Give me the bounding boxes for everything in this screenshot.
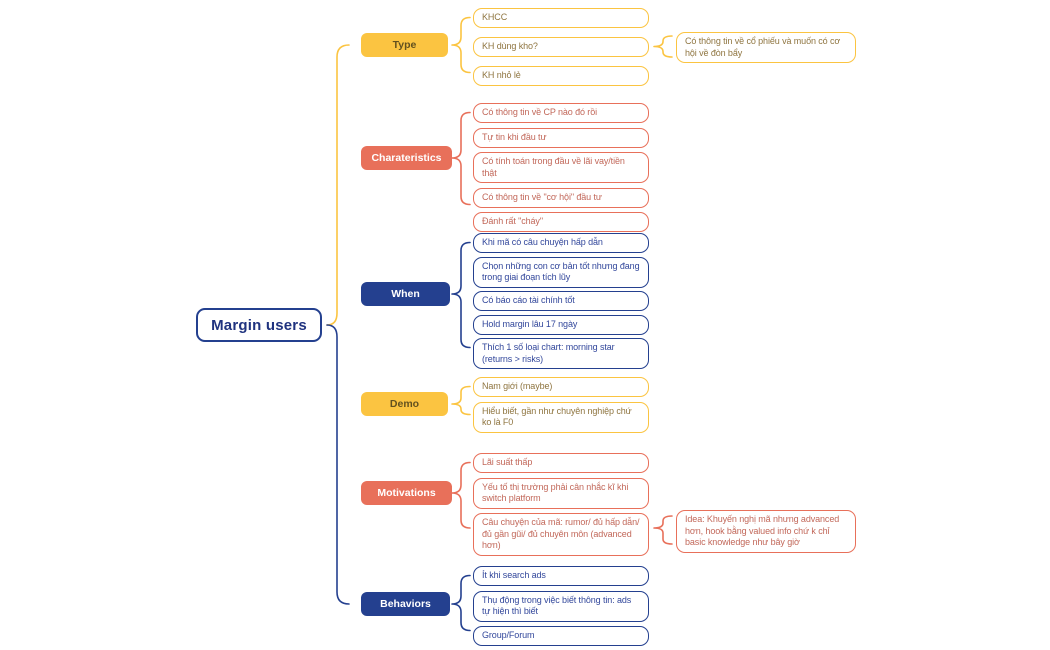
- leaf-node-kh-dung-kho[interactable]: KH dùng kho?: [473, 37, 649, 57]
- leaf-node[interactable]: Có báo cáo tài chính tốt: [473, 291, 649, 311]
- leaf-node[interactable]: Chọn những con cơ bản tốt nhưng đang trong giai đoạn tích lũy: [473, 257, 649, 288]
- leaf-node[interactable]: Có thông tin về "cơ hội" đầu tư: [473, 188, 649, 208]
- branch-node-motivations[interactable]: Motivations: [361, 481, 452, 505]
- leaf-node[interactable]: Thích 1 số loại chart: morning star (returns > risks): [473, 338, 649, 369]
- brace-connector-charateristics: [452, 113, 470, 205]
- brace-connector-root-bottom: [327, 325, 349, 604]
- leaf-group-behaviors: [473, 566, 649, 646]
- leaf-node[interactable]: Đánh rất "cháy": [473, 212, 649, 232]
- leaf-node[interactable]: Hold margin lâu 17 ngày: [473, 315, 649, 335]
- leaf-node[interactable]: Tự tin khi đầu tư: [473, 128, 649, 148]
- leaf-group-charateristics: [473, 103, 649, 232]
- leaf-node[interactable]: Câu chuyện của mã: rumor/ đủ hấp dẫn/ đủ gần gũi/ đủ chuyên môn (advanced hơn): [473, 513, 649, 556]
- branch-node-type[interactable]: Type: [361, 33, 448, 57]
- leaf-group-when: [473, 233, 649, 369]
- root-node-margin-users[interactable]: Margin users: [196, 308, 322, 342]
- brace-connector-demo: [452, 387, 470, 415]
- leaf-node[interactable]: Khi mã có câu chuyện hấp dẫn: [473, 233, 649, 253]
- annotation-node-idea[interactable]: Idea: Khuyến nghị mã nhưng advanced hơn, hook bằng valued info chứ k chỉ basic knowledge như bây giờ: [676, 510, 856, 553]
- leaf-node[interactable]: Có thông tin về CP nào đó rồi: [473, 103, 649, 123]
- leaf-node-kh-nho-le[interactable]: KH nhỏ lẻ: [473, 66, 649, 86]
- brace-connector-annotation-2: [654, 516, 672, 544]
- brace-connector-when: [452, 243, 470, 348]
- branch-node-demo[interactable]: Demo: [361, 392, 448, 416]
- annotation-node-don-bay[interactable]: Có thông tin về cổ phiếu và muốn có cơ hội về đòn bẩy: [676, 32, 856, 63]
- leaf-group-demo: [473, 377, 649, 433]
- branch-node-behaviors[interactable]: Behaviors: [361, 592, 450, 616]
- branch-node-when[interactable]: When: [361, 282, 450, 306]
- leaf-node[interactable]: Ít khi search ads: [473, 566, 649, 586]
- branch-node-charateristics[interactable]: Charateristics: [361, 146, 452, 170]
- leaf-node[interactable]: Hiểu biết, gần như chuyên nghiệp chứ ko là F0: [473, 402, 649, 433]
- brace-connector-type: [452, 18, 470, 73]
- brace-connector-behaviors: [452, 576, 470, 631]
- brace-connector-motivations: [452, 463, 470, 529]
- leaf-node[interactable]: Có tính toán trong đầu về lãi vay/tiền thật: [473, 152, 649, 183]
- leaf-node[interactable]: Thụ động trong việc biết thông tin: ads tự hiện thì biết: [473, 591, 649, 622]
- leaf-group-type: [473, 8, 649, 86]
- leaf-node[interactable]: Group/Forum: [473, 626, 649, 646]
- leaf-node-khcc[interactable]: KHCC: [473, 8, 649, 28]
- leaf-node[interactable]: Yếu tố thị trường phải cân nhắc kĩ khi switch platform: [473, 478, 649, 509]
- brace-connector-root-top: [327, 45, 349, 325]
- brace-connector-annotation-1: [654, 36, 672, 57]
- leaf-node[interactable]: Nam giới (maybe): [473, 377, 649, 397]
- leaf-node[interactable]: Lãi suất thấp: [473, 453, 649, 473]
- leaf-group-motivations: [473, 453, 649, 556]
